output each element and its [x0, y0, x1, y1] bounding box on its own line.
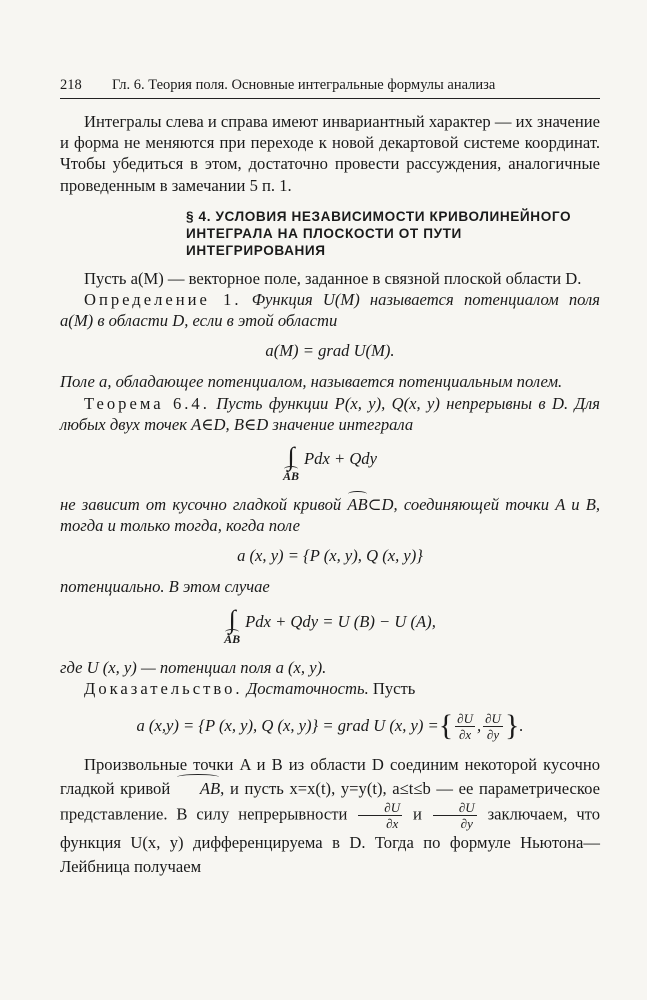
running-header: [60, 76, 600, 99]
equation-field: a (x, y) = {P (x, y), Q (x, y)}: [237, 546, 423, 566]
denominator: ∂y: [460, 816, 473, 832]
paragraph-proof-body: [60, 753, 600, 878]
curve-ab: AB: [176, 777, 220, 801]
theorem-label: Теорема 6.4.: [84, 393, 210, 413]
text-segment: заключаем, что функция U(x, y) дифференцируема в D. Тогда по формуле Ньютона—Лейбница получаем: [60, 804, 600, 876]
running-title: Гл. 6. Теория поля. Основные интегральные формулы анализа: [112, 77, 496, 93]
theorem: [60, 393, 600, 435]
paragraph-field: Пусть a(M) — векторное поле, заданное в связной плоской области D.: [84, 268, 582, 288]
paragraph-potential: потенциально. В этом случае: [60, 577, 270, 597]
brace-close: }: [504, 709, 520, 743]
denominator: ∂y: [486, 726, 500, 742]
paragraph-independence: [60, 494, 600, 536]
section-title: УСЛОВИЯ НЕЗАВИСИМОСТИ КРИВОЛИНЕЙНОГО ИНТЕГРАЛА НА ПЛОСКОСТИ ОТ ПУТИ ИНТЕГРИРОВАНИЯ: [186, 208, 572, 258]
numerator: ∂U: [457, 710, 473, 726]
equation-gradient: a (x,y) = {P (x, y), Q (x, y)} = grad U (x, y) = { $\frac{\partial U}{\partial x}$ , $\frac{\partial U}{\partial y}$ } .: [136, 709, 524, 743]
numerator: ∂U: [485, 710, 501, 726]
section-heading: [186, 208, 600, 259]
denominator: ∂x: [386, 816, 399, 832]
gradient-lhs: a (x,y) = {P (x, y), Q (x, y)} = grad U (x, y) =: [136, 716, 439, 736]
numerator: ∂U: [358, 800, 402, 816]
paragraph-potential-field: Поле a, обладающее потенциалом, называется потенциальным полем.: [60, 372, 563, 392]
fraction: [433, 800, 477, 831]
section-mark: § 4.: [186, 208, 212, 224]
theorem-text: Пусть функции P(x, y), Q(x, y) непрерывны в D. Для любых двух точек A∈D, B∈D значение интеграла: [60, 393, 600, 434]
integrand: Pdx + Qdy = U (B) − U (A),: [245, 611, 436, 631]
fraction: [455, 711, 475, 742]
page-number: 218: [60, 77, 82, 93]
equation-integral: [60, 442, 600, 484]
paragraph-where: где U (x, y) — потенциал поля a (x, y).: [60, 657, 327, 677]
proof: [60, 678, 600, 699]
equation-newton-leibniz: [60, 604, 600, 647]
text-segment: Произвольные точки A и B из области D соединим некоторой кусочно гладкой кривой: [60, 755, 600, 798]
integral-sign: ∫ AB: [283, 442, 300, 484]
definition: [60, 289, 600, 331]
integral-path: AB: [283, 469, 300, 484]
page: [60, 76, 600, 878]
fraction: [358, 800, 402, 831]
denominator: ∂x: [458, 726, 472, 742]
integrand: Pdx + Qdy: [304, 449, 377, 469]
text-segment: ⊂D, соединяющей точки A и B, тогда и только тогда, когда поле: [60, 495, 600, 536]
proof-label: Доказательство.: [84, 678, 243, 698]
proof-text: Пусть: [372, 678, 416, 698]
integral-path: AB: [224, 631, 241, 646]
numerator: ∂U: [433, 800, 477, 816]
fraction: [483, 711, 503, 742]
brace-open: {: [438, 709, 454, 743]
definition-label: Определение 1.: [84, 290, 242, 310]
curve-ab: AB: [347, 495, 368, 515]
text-segment: и: [404, 804, 431, 824]
text-segment: не зависит от кусочно гладкой кривой: [60, 495, 348, 515]
intro-paragraph: Интегралы слева и справа имеют инвариантный характер — их значение и форма не меняются при переходе к новой декартовой системе координат. Чтобы убедиться в этом, достаточно провести рассуждения, аналогичные проведенным в замечании 5 п. 1.: [60, 112, 600, 195]
equation-potential: a(M) = grad U(M).: [265, 341, 395, 361]
integral-sign: ∫ AB: [224, 604, 241, 646]
text-segment: , и пусть x=x(t), y=y(t), a≤t≤b — ее параметрическое представление. В силу непрерывности: [60, 778, 600, 824]
proof-part: Достаточность.: [246, 678, 369, 698]
definition-text: Функция U(M) называется потенциалом поля a(M) в области D, если в этой области: [60, 290, 601, 331]
